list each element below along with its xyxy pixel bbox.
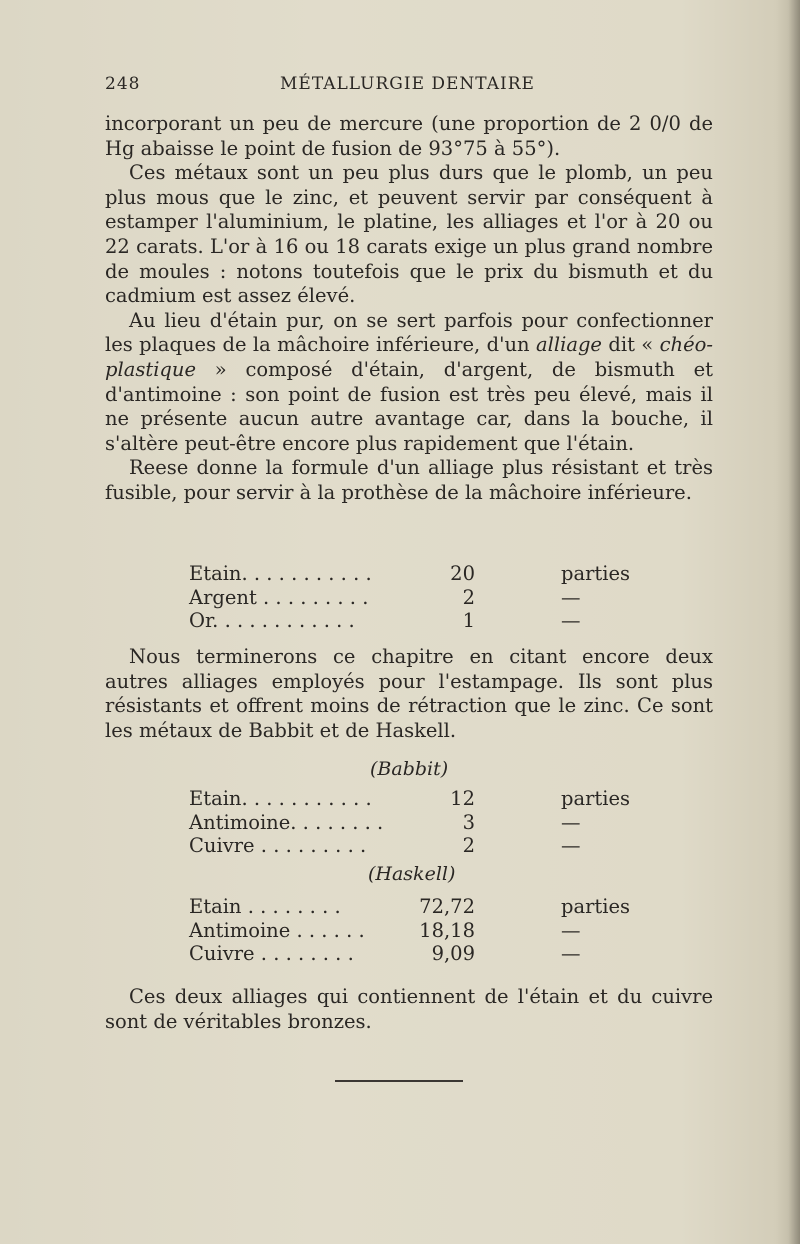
- row-value: 18,18: [419, 918, 475, 942]
- running-title: MÉTALLURGIE DENTAIRE: [280, 74, 535, 94]
- row-unit: —: [561, 609, 581, 632]
- paragraph-3: [105, 309, 713, 457]
- row-value: 9,09: [431, 942, 475, 965]
- row-name: Etain . . . . . . . .: [189, 895, 341, 918]
- section-end-rule: [335, 1080, 463, 1082]
- table-row: [189, 609, 649, 633]
- text-block-bottom: [105, 985, 713, 1034]
- haskell-table: [189, 895, 649, 966]
- table-row: [189, 834, 649, 858]
- row-value: 72,72: [419, 895, 475, 918]
- table-row: [189, 942, 649, 966]
- paragraph-6: Ces deux alliages qui contiennent de l'étain et du cuivre sont de véritables bronzes.: [105, 985, 713, 1033]
- paragraph-3-part-a: Au lieu d'étain pur, on se sert parfois pour confectionner les plaques de la mâchoire inférieure, d'un: [105, 308, 713, 357]
- term-cheo-plastique: chéo-plastique: [105, 333, 713, 381]
- row-name: Etain. . . . . . . . . . .: [189, 787, 372, 810]
- page-number: 248: [105, 74, 141, 94]
- table-row: [189, 895, 649, 919]
- haskell-heading: (Haskell): [368, 863, 456, 885]
- reese-table: [189, 562, 649, 633]
- row-unit: —: [561, 585, 581, 609]
- row-unit: —: [561, 942, 581, 965]
- paragraph-5: Nous terminerons ce chapitre en citant encore deux autres alliages employés pour l'estampage. Ils sont plus résistants et offrent moins de rétraction que le zinc. Ce sont les métaux de Babbit et de Haskell.: [105, 645, 713, 742]
- row-value: 12: [450, 787, 475, 810]
- row-value: 2: [462, 834, 475, 857]
- table-row: [189, 586, 649, 610]
- page-edge: [788, 0, 800, 1244]
- row-unit: —: [561, 918, 581, 942]
- row-name: Antimoine . . . . . .: [189, 918, 365, 942]
- paragraph-1: incorporant un peu de mercure (une proportion de 2 0/0 de Hg abaisse le point de fusion de 93°75 à 55°).: [105, 112, 713, 160]
- row-value: 20: [450, 562, 475, 585]
- row-unit: —: [561, 834, 581, 857]
- text-block-top: [105, 112, 713, 506]
- row-value: 1: [462, 609, 475, 632]
- paragraph-4: Reese donne la formule d'un alliage plus résistant et très fusible, pour servir à la prothèse de la mâchoire inférieure.: [105, 456, 713, 504]
- babbit-heading: (Babbit): [370, 758, 449, 780]
- table-row: [189, 562, 649, 586]
- row-name: Antimoine. . . . . . . .: [189, 810, 384, 834]
- paragraph-3-part-b: dit «: [601, 333, 660, 357]
- row-value: 2: [462, 585, 475, 609]
- term-alliage: alliage: [535, 333, 602, 357]
- row-name: Cuivre . . . . . . . .: [189, 942, 354, 965]
- paragraph-2: Ces métaux sont un peu plus durs que le plomb, un peu plus mous que le zinc, et peuvent servir par conséquent à estamper l'aluminium, le platine, les alliages et l'or à 20 ou 22 carats. L'or à 16 ou 18 carats exige un plus grand nombre de moules : notons toutefois que le prix du bismuth et du cadmium est assez élevé.: [105, 161, 713, 308]
- running-header: [105, 74, 695, 98]
- row-unit: —: [561, 810, 581, 834]
- table-row: [189, 919, 649, 943]
- text-block-middle: [105, 645, 713, 743]
- row-unit: parties: [561, 562, 631, 585]
- babbit-table: [189, 787, 649, 858]
- row-name: Argent . . . . . . . . .: [189, 585, 369, 609]
- row-name: Or. . . . . . . . . . . .: [189, 609, 355, 632]
- row-unit: parties: [561, 787, 631, 810]
- row-name: Cuivre . . . . . . . . .: [189, 834, 367, 857]
- table-row: [189, 787, 649, 811]
- row-unit: parties: [561, 895, 631, 918]
- row-value: 3: [462, 810, 475, 834]
- paragraph-3-part-c: » composé d'étain, d'argent, de bismuth et d'antimoine : son point de fusion est très peu élevé, mais il ne présente aucun autre avantage car, dans la bouche, il s'altère peut-être encore plus rapidement que l'étain.: [105, 357, 713, 455]
- row-name: Etain. . . . . . . . . . .: [189, 562, 372, 585]
- table-row: [189, 811, 649, 835]
